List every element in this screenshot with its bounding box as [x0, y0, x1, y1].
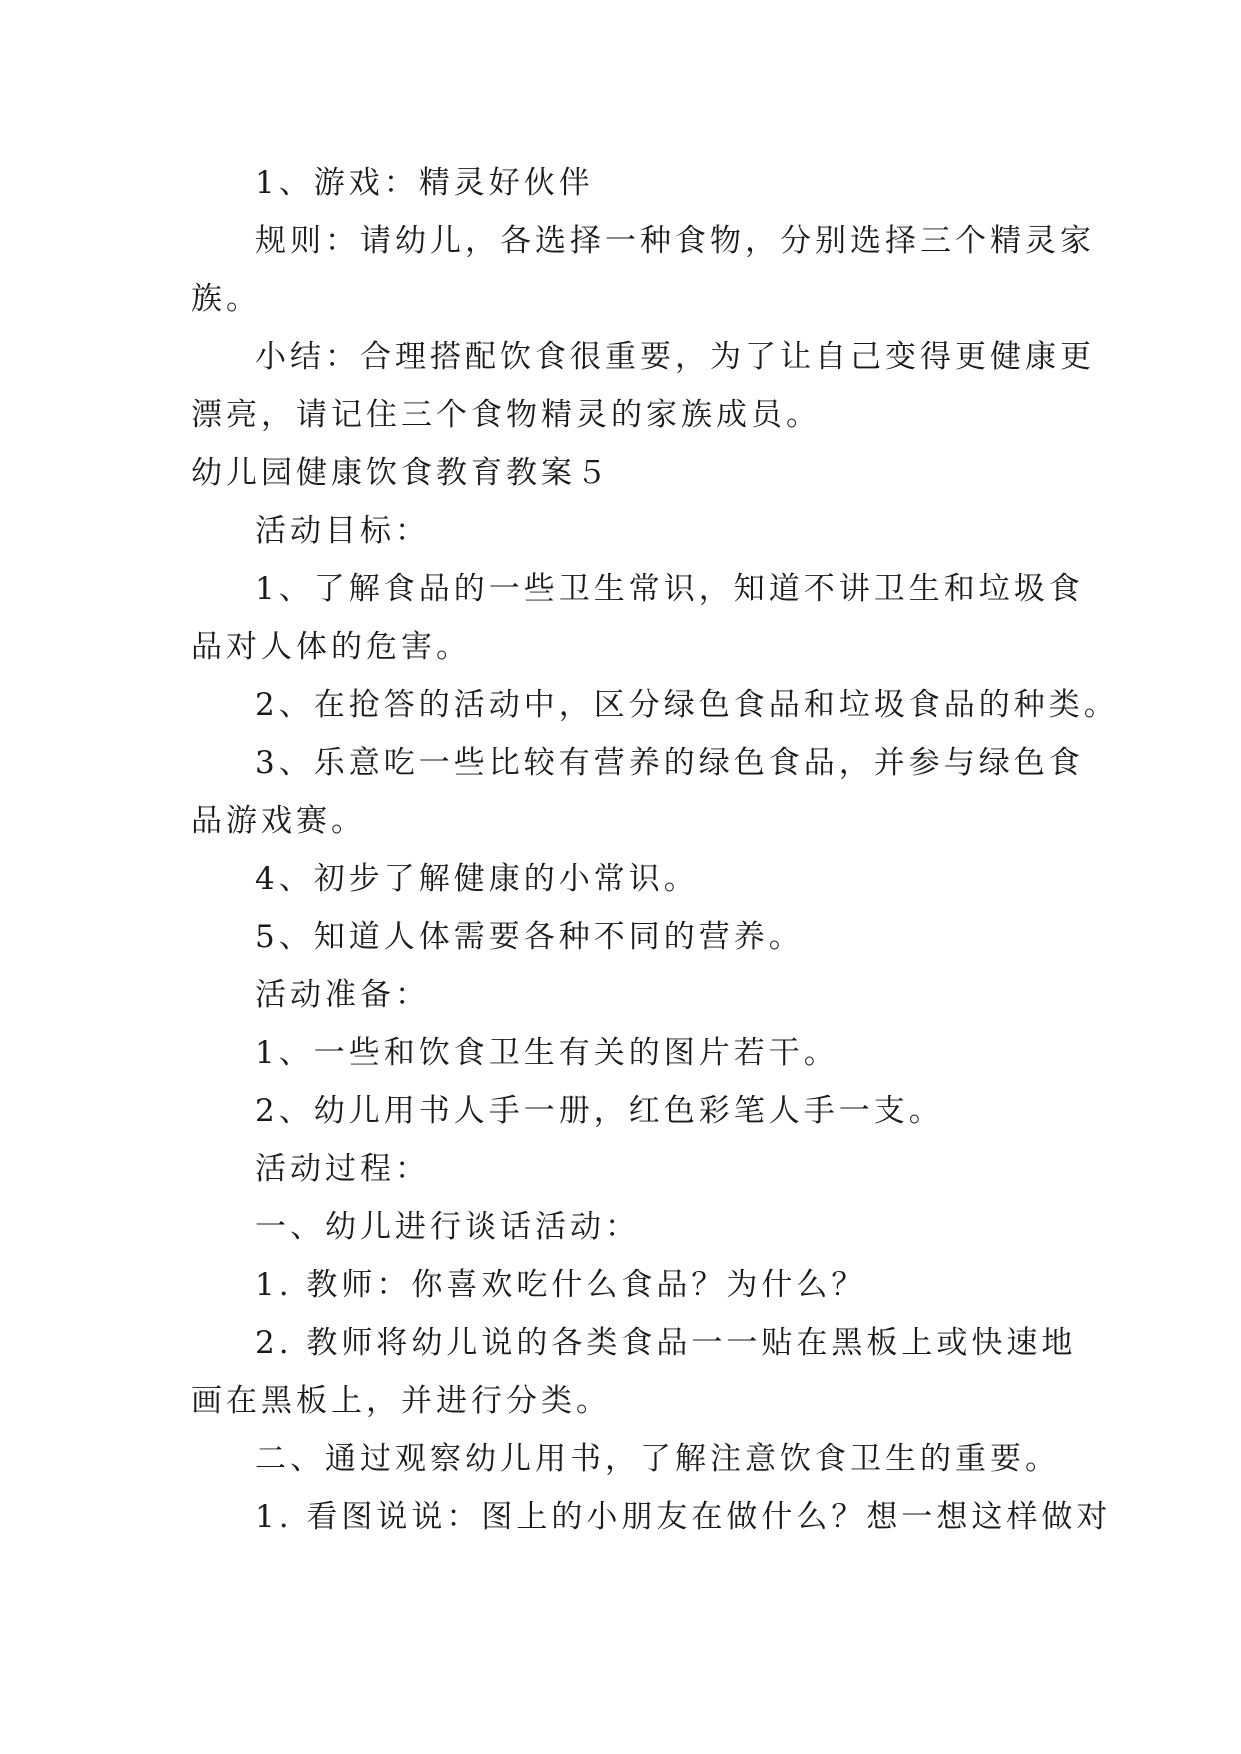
list-item-prep-1: 1、一些和饮食卫生有关的图片若干。 [255, 1035, 839, 1071]
text-line-summary-cont: 漂亮，请记住三个食物精灵的家族成员。 [191, 397, 821, 433]
text-line-game-title: 1、游戏：精灵好伙伴 [255, 165, 594, 201]
list-item-goal-3: 3、乐意吃一些比较有营养的绿色食品，并参与绿色食 [255, 745, 1084, 781]
text-line-rules: 规则：请幼儿，各选择一种食物，分别选择三个精灵家 [255, 223, 1095, 259]
list-item-goal-1-cont: 品对人体的危害。 [191, 629, 471, 665]
text-line-summary: 小结：合理搭配饮食很重要，为了让自己变得更健康更 [255, 339, 1095, 375]
step-heading-2: 二、通过观察幼儿用书，了解注意饮食卫生的重要。 [255, 1441, 1060, 1477]
subheading-preparation: 活动准备： [255, 977, 430, 1013]
list-item-goal-3-cont: 品游戏赛。 [191, 803, 366, 839]
step-item-1-2: 2. 教师将幼儿说的各类食品一一贴在黑板上或快速地 [255, 1325, 1077, 1361]
list-item-goal-5: 5、知道人体需要各种不同的营养。 [255, 919, 804, 955]
step-item-1-1: 1. 教师：你喜欢吃什么食品？为什么？ [255, 1267, 867, 1303]
list-item-goal-4: 4、初步了解健康的小常识。 [255, 861, 699, 897]
subheading-goals: 活动目标： [255, 513, 430, 549]
section-heading: 幼儿园健康饮食教育教案５ [191, 455, 611, 491]
step-item-2-1: 1. 看图说说：图上的小朋友在做什么？想一想这样做对 [255, 1499, 1112, 1535]
subheading-process: 活动过程： [255, 1151, 430, 1187]
list-item-goal-1: 1、了解食品的一些卫生常识，知道不讲卫生和垃圾食 [255, 571, 1084, 607]
step-heading-1: 一、幼儿进行谈话活动： [255, 1209, 640, 1245]
list-item-prep-2: 2、幼儿用书人手一册，红色彩笔人手一支。 [255, 1093, 944, 1129]
list-item-goal-2: 2、在抢答的活动中，区分绿色食品和垃圾食品的种类。 [255, 687, 1119, 723]
text-line-rules-cont: 族。 [191, 281, 261, 317]
step-item-1-2-cont: 画在黑板上，并进行分类。 [191, 1383, 611, 1419]
